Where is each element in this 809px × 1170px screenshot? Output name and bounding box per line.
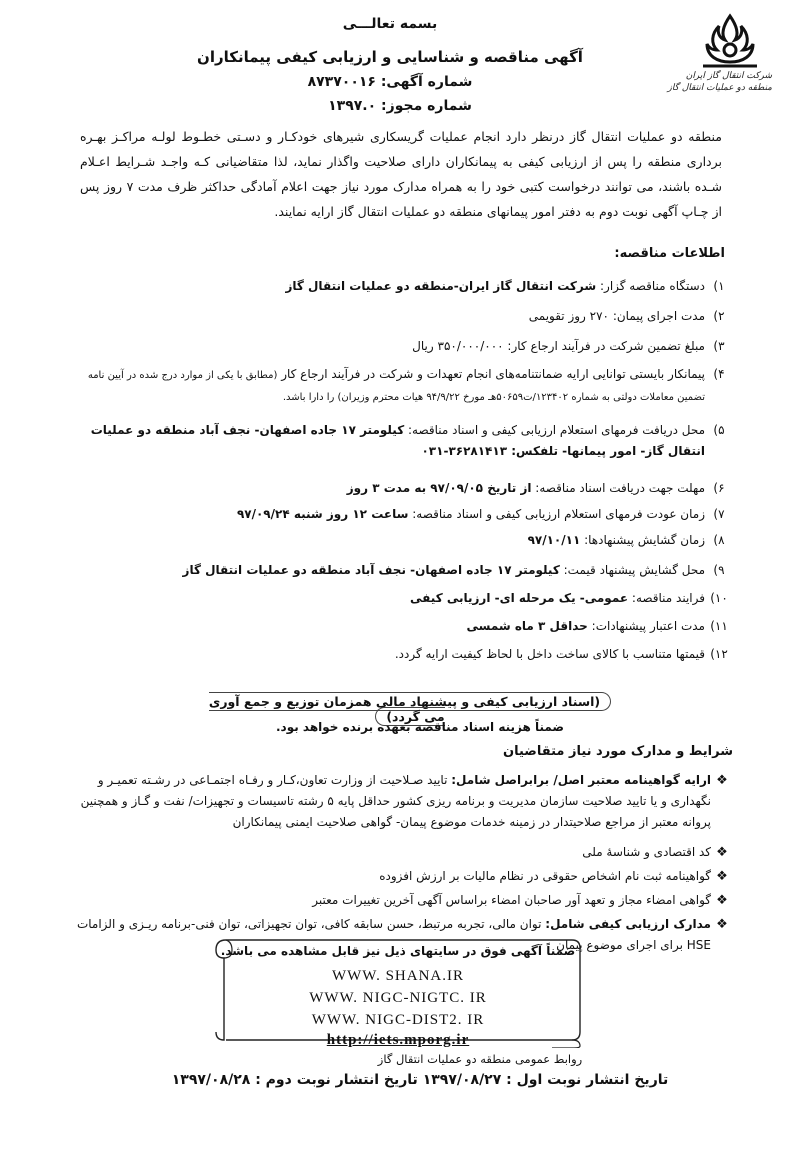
item-number: ۱)	[713, 279, 725, 293]
permit-number: شماره مجوز: ۱۳۹۷.۰	[328, 98, 472, 114]
tender-info-heading: اطلاعات مناقصه:	[614, 246, 725, 261]
item-value: کیلومتر ۱۷ جاده اصفهان- نجف آباد منطقه دو عملیات انتقال گاز	[182, 563, 560, 577]
item-value: ساعت ۱۲ روز شنبه ۹۷/۰۹/۲۴	[236, 507, 409, 521]
intro-paragraph: منطقه دو عملیات انتقال گاز درنظر دارد انجام عملیات گریسکاری شیرهای خودکـار و دسـتی خطـوط لولـه مراکـز بهـره برداری منطقه را پس از ارزیابی کیفی به پیمانکاران دارای صلاحیت واگذار نماید، لذا متقاضیانی کـه واجـد شـرایط اعـلام شـده باشند، می توانند درخواست کتبی خود را به همراه مدارک مورد نیاز جهت اعلام آمادگی حداکثر ظرف مدت ۷ روز پس از چـاپ آگهی نوبت دوم به دفتر امور پیمانهای منطقه دو عملیات انتقال گاز ارایه نمایند.	[80, 129, 722, 219]
notice-number: شماره آگهی: ۸۷۳۷۰۰۱۶	[307, 74, 473, 90]
four-diamond-bullet-icon: ❖	[716, 845, 728, 860]
requirement-text: توان مالی، تجربه مرتبط، حسن سابقه کافی، توان تجهیزاتی، توان فنی-برنامه ریـزی و الزامات HSE برای اجرای موضوع پیمان	[76, 917, 711, 952]
item-label: مدت اجرای پیمان:	[612, 309, 705, 323]
distribution-note-text: (اسناد ارزیابی کیفی و پیشنهاد مالی همزمان توزیع و جمع آوری می گردد)	[209, 692, 611, 726]
tender-item	[73, 306, 733, 327]
bismillah-heading: بسمه تعالـــی	[342, 16, 438, 32]
item-value: (مطابق با یکی از موارد درج شده در آیین نامه تضمین معاملات دولتی به شماره ۱۲۳۴۰۲/ت۵۰۶۵۹هـ مورخ ۹۴/۹/۲۲ هیات محترم وزیران) را دارا باشد.	[87, 370, 705, 403]
item-label: محل دریافت فرمهای استعلام ارزیابی کیفی و اسناد مناقصه:	[408, 423, 705, 437]
logo-caption-company: شرکت انتقال گاز ایران	[685, 71, 772, 81]
item-value: حداقل ۳ ماه شمسی	[466, 619, 588, 633]
four-diamond-bullet-icon: ❖	[716, 773, 728, 788]
item-number: ۴)	[713, 367, 725, 381]
tender-item	[73, 560, 733, 581]
item-value: کیلومتر ۱۷ جاده اصفهان- نجف آباد منطقه دو عملیات انتقال گاز- امور پیمانها- تلفکس: ۳۶۲۸۱۴۱۳-۰۳۱	[90, 423, 705, 458]
public-relations-signature: روابط عمومی منطقه دو عملیات انتقال گاز	[377, 1052, 583, 1066]
item-label: دستگاه مناقصه گزار:	[599, 279, 705, 293]
item-number: ۱۰)	[710, 591, 728, 605]
four-diamond-bullet-icon: ❖	[716, 869, 728, 884]
cost-note: ضمناً هزینه اسناد مناقصه بعهده برنده خواهد بود.	[275, 720, 565, 734]
tender-item	[73, 616, 733, 637]
tender-item	[73, 276, 733, 297]
tender-item	[73, 504, 733, 525]
nigc-flame-logo-icon	[695, 12, 765, 70]
item-value: شرکت انتقال گاز ایران-منطقه دو عملیات انتقال گاز	[285, 279, 597, 293]
requirement-label: مدارک ارزیابی کیفی شامل:	[545, 917, 711, 931]
four-diamond-bullet-icon: ❖	[716, 917, 728, 932]
item-number: ۲)	[713, 309, 725, 323]
item-label: زمان عودت فرمهای استعلام ارزیابی کیفی و اسناد مناقصه:	[412, 507, 705, 521]
requirement-item	[73, 770, 733, 833]
item-value: ۹۷/۱۰/۱۱	[527, 533, 581, 547]
website-link[interactable]: http://iets.mporg.ir	[326, 1032, 470, 1048]
requirements-heading: شرایط و مدارک مورد نیاز متقاضیان	[503, 744, 733, 759]
item-number: ۷)	[713, 507, 725, 521]
item-label: مبلغ تضمین شرکت در فرآیند ارجاع کار:	[507, 339, 705, 353]
item-number: ۹)	[713, 563, 725, 577]
item-number: ۱۱)	[710, 619, 728, 633]
item-label: محل گشایش پیشنهاد قیمت:	[563, 563, 705, 577]
item-label: زمان گشایش پیشنهادها:	[584, 533, 705, 547]
item-label: مدت اعتبار پیشنهادات:	[591, 619, 705, 633]
requirement-text: گواهی امضاء مجاز و تعهد آور صاحبان امضاء براساس آگهی آخرین تغییرات معتبر	[312, 893, 711, 907]
requirement-text: کد اقتصادی و شناسهٔ ملی	[582, 845, 711, 859]
requirement-item	[73, 866, 733, 887]
website-link[interactable]: WWW. SHANA.IR	[331, 968, 465, 984]
tender-item	[73, 478, 733, 499]
tender-item	[73, 420, 733, 462]
tender-item	[73, 530, 733, 551]
company-logo	[667, 12, 772, 104]
requirement-text: گواهینامه ثبت نام اشخاص حقوقی در نظام مالیات بر ارزش افزوده	[379, 869, 711, 883]
four-diamond-bullet-icon: ❖	[716, 893, 728, 908]
requirement-label: ارایه گواهینامه معتبر اصل/ برابراصل شامل:	[451, 773, 711, 787]
website-link[interactable]: WWW. NIGC-NIGTC. IR	[309, 990, 487, 1006]
tender-item	[73, 644, 733, 665]
item-label: مهلت جهت دریافت اسناد مناقصه:	[535, 481, 705, 495]
websites-intro: ضمناً آگهی فوق در سایتهای ذیل نیز قابل مشاهده می باشد.	[220, 944, 576, 958]
item-label: قیمتها متناسب با کالای ساخت داخل با لحاظ کیفیت ارایه گردد.	[394, 647, 705, 661]
requirement-item	[73, 890, 733, 911]
item-value: از تاریخ ۹۷/۰۹/۰۵ به مدت ۳ روز	[346, 481, 532, 495]
websites-scroll	[212, 936, 584, 1046]
requirement-text: تایید صـلاحیت از وزارت تعاون،کـار و رفـاه اجتمـاعی در رشـته تعمیـر و نگهداری و یا تایید صلاحیت سازمان مدیریت و برنامه ریزی کشور حداقل پایه ۵ رشته تاسیسات و تجهیزات/ نفت و گـاز و همچنین پروانه معتبر از مراجع صلاحیتدار در زمینه خدمات موضوع پیمان- گواهی صلاحیت ایمنی پیمانکاران	[80, 773, 711, 829]
item-number: ۶)	[713, 481, 725, 495]
item-label: پیمانکار بایستی توانایی ارایه ضمانتنامه‌های انجام تعهدات و شرکت در فرآیند ارجاع کار	[281, 367, 705, 381]
item-number: ۳)	[713, 339, 725, 353]
page-title: آگهی مناقصه و شناسایی و ارزیابی کیفی پیمانکاران	[197, 48, 583, 66]
tender-item	[73, 336, 733, 357]
tender-item	[73, 364, 733, 408]
item-value: عمومی- یک مرحله ای- ارزیابی کیفی	[410, 591, 629, 605]
item-number: ۵)	[713, 423, 725, 437]
item-value: ۳۵۰/۰۰۰/۰۰۰ ریال	[412, 339, 504, 353]
logo-caption-region: منطقه دو عملیات انتقال گاز	[667, 83, 772, 93]
item-label: فرایند مناقصه:	[631, 591, 705, 605]
publication-dates: تاریخ انتشار نوبت اول : ۱۳۹۷/۰۸/۲۷ تاریخ انتشار نوبت دوم : ۱۳۹۷/۰۸/۲۸	[171, 1072, 669, 1088]
item-value: ۲۷۰ روز تقویمی	[528, 309, 609, 323]
requirement-item	[73, 842, 733, 863]
website-link[interactable]: WWW. NIGC-DIST2. IR	[311, 1012, 485, 1028]
item-number: ۱۲)	[710, 647, 728, 661]
item-number: ۸)	[713, 533, 725, 547]
tender-item	[73, 588, 733, 609]
